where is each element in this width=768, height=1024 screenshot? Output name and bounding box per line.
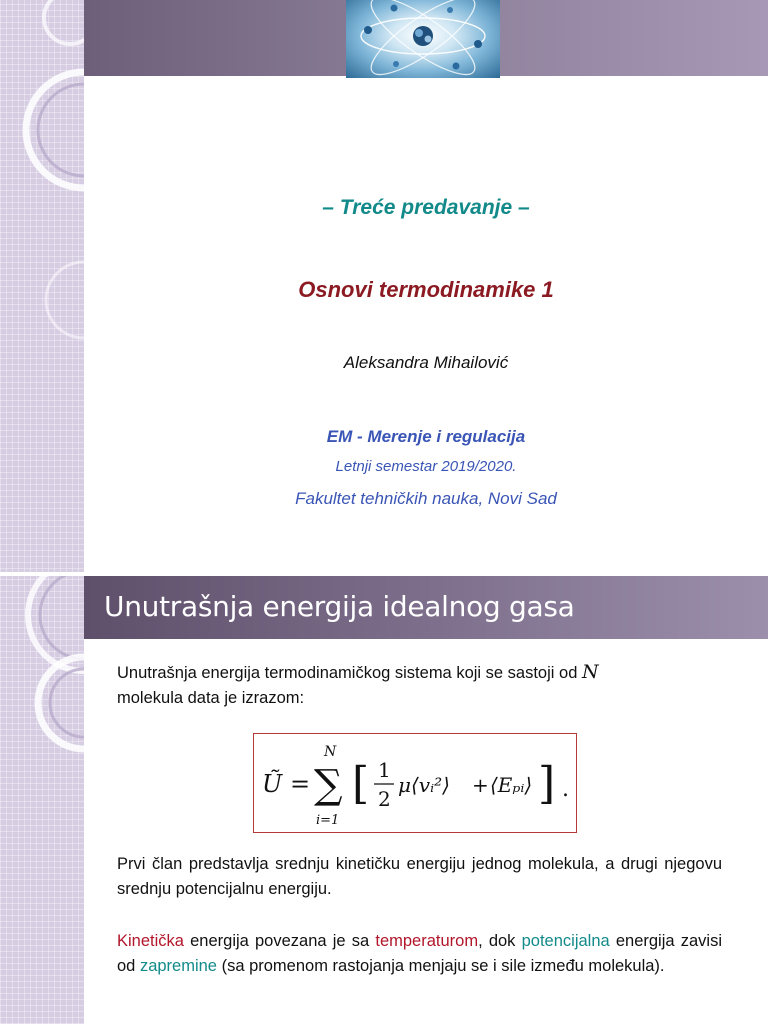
eq-lhs: Ũ	[262, 770, 283, 798]
eq-period: .	[562, 777, 569, 802]
slide-title-bar	[84, 575, 768, 639]
equation-box	[253, 733, 577, 833]
word-temperaturom: temperaturom	[375, 932, 479, 950]
circle-ornament-icon	[0, 0, 84, 575]
atom-icon	[346, 0, 500, 78]
intro-paragraph	[117, 660, 722, 711]
eq-sum-lower: i=1	[316, 813, 340, 828]
decorative-side-strip	[0, 0, 84, 575]
faculty-name: Fakultet tehničkih nauka, Novi Sad	[295, 489, 557, 508]
word-zapremine: zapremine	[139, 957, 217, 975]
word-kineticka: Kinetička	[117, 932, 184, 950]
explanation-paragraph: Prvi član predstavlja srednju kinetičku energiju jednog molekula, a drugi njegovu srednju potencijalnu energiju.	[117, 855, 722, 898]
eq-bracket-right: ]	[538, 758, 556, 809]
lecture-title: Osnovi termodinamike 1	[298, 277, 554, 302]
intro-text: Unutrašnja energija termodinamičkog sistema koji se sastoji od	[117, 664, 578, 682]
equation-formula	[254, 734, 576, 832]
slide-title: Unutrašnja energija idealnog gasa	[104, 590, 575, 623]
intro-text-cont: molekula data je izrazom:	[117, 689, 305, 707]
decorative-side-strip	[0, 575, 84, 1024]
eq-frac-num: 1	[378, 758, 391, 782]
eq-sum-upper: N	[324, 744, 337, 760]
eq-term2: ⟨Eₚᵢ⟩	[490, 773, 533, 797]
course-name: EM - Merenje i regulacija	[326, 427, 526, 446]
atom-image	[346, 0, 500, 78]
slide-separator	[0, 572, 768, 576]
circle-ornament-icon	[0, 575, 84, 1024]
eq-frac-den: 2	[378, 787, 391, 811]
para3-text1: energija povezana je sa	[183, 932, 376, 950]
eq-plus: +	[472, 773, 489, 797]
para3-text2: , dok	[478, 932, 522, 950]
semester: Letnji semestar 2019/2020.	[335, 458, 517, 475]
eq-bracket-left: [	[352, 758, 370, 809]
content-slide	[0, 575, 768, 1024]
variable-n: N	[581, 661, 599, 683]
eq-term1: μ⟨vᵢ²⟩	[398, 773, 450, 797]
para3-text3: energija zavisi od	[117, 932, 722, 975]
lecture-number: – Treće predavanje –	[322, 196, 530, 219]
eq-sum-sign: ∑	[314, 762, 343, 808]
eq-equals: =	[290, 770, 311, 798]
word-potencijalna: potencijalna	[521, 932, 610, 950]
relation-paragraph	[117, 929, 722, 979]
author-name: Aleksandra Mihailović	[343, 353, 509, 372]
para3-text4: (sa promenom rastojanja menjaju se i sile između molekula).	[216, 957, 665, 975]
